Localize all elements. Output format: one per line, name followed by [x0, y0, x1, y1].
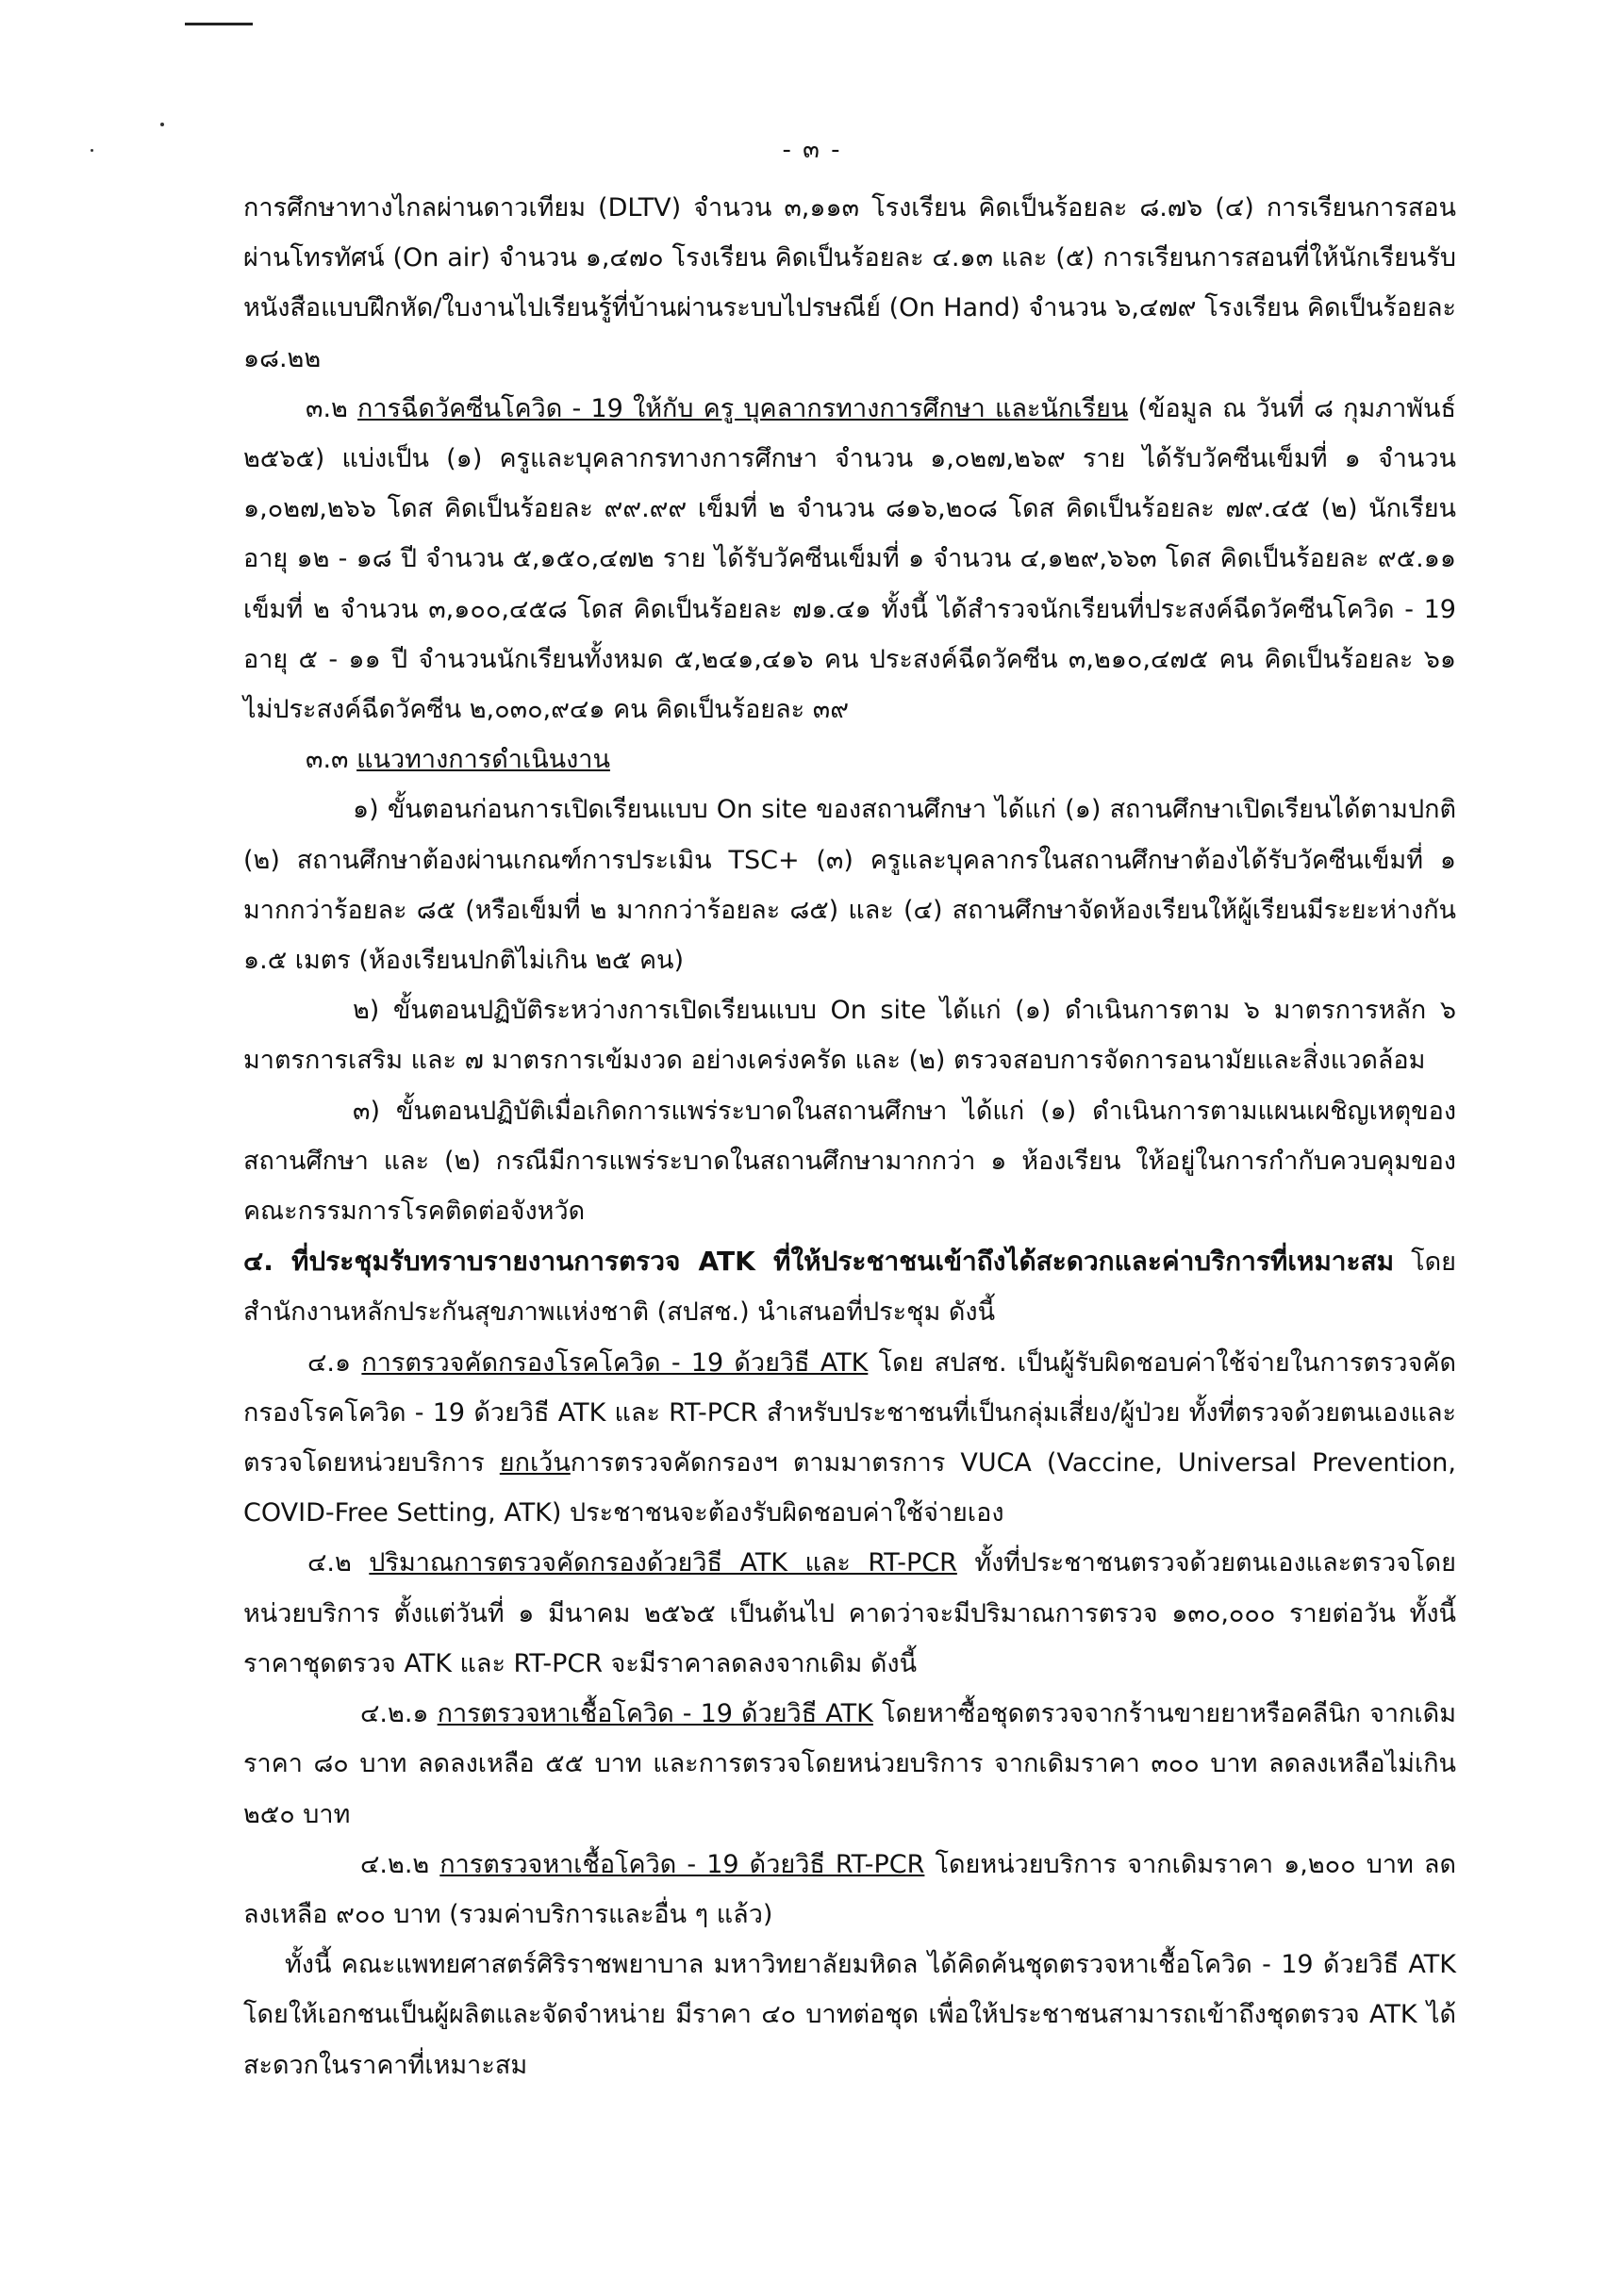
guideline-step-3: ๓) ขั้นตอนปฏิบัติเมื่อเกิดการแพร่ระบาดในสถานศึกษา ได้แก่ (๑) ดำเนินการตามแผนเผชิญเหตุของสถานศึกษา และ (๒) กรณีมีการแพร่ระบาดในสถานศึกษามากกว่า ๑ ห้องเรียน ให้อยู่ในการกำกับควบคุมของคณะกรรมการโรคติดต่อจังหวัด: [243, 1096, 1456, 1227]
section-number: ๓.๓: [306, 745, 357, 775]
paragraph-distance-learning: การศึกษาทางไกลผ่านดาวเทียม (DLTV) จำนวน ๓,๑๑๓ โรงเรียน คิดเป็นร้อยละ ๘.๗๖ (๔) การเรียนการสอนผ่านโทรทัศน์ (On air) จำนวน ๑,๔๗๐ โรงเรียน คิดเป็นร้อยละ ๔.๑๓ และ (๕) การเรียนการสอนที่ให้นักเรียนรับหนังสือแบบฝึกหัด/ใบงานไปเรียนรู้ที่บ้านผ่านระบบไปรษณีย์ (On Hand) จำนวน ๖,๔๗๙ โรงเรียน คิดเป็นร้อยละ ๑๘.๒๒: [243, 193, 1456, 373]
section-text: โดยหาซื้อชุดตรวจจากร้านขายยาหรือคลีนิก จากเดิมราคา ๘๐ บาท ลดลงเหลือ ๕๕ บาท และการตรวจโดยหน่วยบริการ จากเดิมราคา ๓๐๐ บาท ลดลงเหลือไม่เกิน ๒๕๐ บาท: [243, 1699, 1456, 1829]
section-number: ๓.๒: [306, 393, 358, 423]
section-text: (ข้อมูล ณ วันที่ ๘ กุมภาพันธ์ ๒๕๖๕) แบ่งเป็น (๑) ครูและบุคลากรทางการศึกษา จำนวน ๑,๐๒๗,๒๖๙ ราย ได้รับวัคซีนเข็มที่ ๑ จำนวน ๑,๐๒๗,๒๖๖ โดส คิดเป็นร้อยละ ๙๙.๙๙ เข็มที่ ๒ จำนวน ๘๑๖,๒๐๘ โดส คิดเป็นร้อยละ ๗๙.๔๕ (๒) นักเรียน อายุ ๑๒ - ๑๘ ปี จำนวน ๕,๑๕๐,๔๗๒ ราย ได้รับวัคซีนเข็มที่ ๑ จำนวน ๔,๑๒๙,๖๖๓ โดส คิดเป็นร้อยละ ๙๕.๑๑ เข็มที่ ๒ จำนวน ๓,๑๐๐,๔๕๘ โดส คิดเป็นร้อยละ ๗๑.๔๑ ทั้งนี้ ได้สำรวจนักเรียนที่ประสงค์ฉีดวัคซีนโควิด - 19 อายุ ๕ - ๑๑ ปี จำนวนนักเรียนทั้งหมด ๕,๒๔๑,๔๑๖ คน ประสงค์ฉีดวัคซีน ๓,๒๑๐,๔๗๕ คน คิดเป็นร้อยละ ๖๑ ไม่ประสงค์ฉีดวัคซีน ๒,๐๓๐,๙๔๑ คน คิดเป็นร้อยละ ๓๙: [243, 393, 1456, 725]
section-number: ๔.๒.๑: [360, 1699, 438, 1729]
section-title: การตรวจหาเชื้อโควิด - 19 ด้วยวิธี RT-PCR: [439, 1849, 925, 1879]
section-4-2-2-rtpcr-price: [243, 1840, 1456, 1940]
scan-artifact-line: [185, 23, 253, 25]
section-text: ทั้งที่ประชาชนตรวจด้วยตนเองและตรวจโดยหน่วยบริการ ตั้งแต่วันที่ ๑ มีนาคม ๒๕๖๕ เป็นต้นไป คาดว่าจะมีปริมาณการตรวจ ๑๓๐,๐๐๐ รายต่อวัน ทั้งนี้ ราคาชุดตรวจ ATK และ RT-PCR จะมีราคาลดลงจากเดิม ดังนี้: [243, 1548, 1456, 1678]
section-number: ๔.๑: [307, 1347, 362, 1378]
section-title: การตรวจคัดกรองโรคโควิด - 19 ด้วยวิธี ATK: [361, 1347, 869, 1378]
page-number: - ๓ -: [782, 136, 842, 164]
section-title: ปริมาณการตรวจคัดกรองด้วยวิธี ATK และ RT-PCR: [369, 1548, 957, 1578]
section-text: โดย สปสช. เป็นผู้รับผิดชอบค่าใช้จ่ายในการตรวจคัดกรองโรคโควิด - 19 ด้วยวิธี ATK และ RT-PCR สำหรับประชาชนที่เป็นกลุ่มเสี่ยง/ผู้ป่วย ทั้งที่ตรวจด้วยตนเองและตรวจโดยหน่วยบริการ: [243, 1347, 1456, 1478]
section-number: ๔.๒: [307, 1548, 370, 1578]
section-4-2-1-atk-price: [243, 1689, 1456, 1840]
document-body: [243, 183, 1456, 2090]
scan-speck: [160, 123, 164, 126]
guideline-step-2: ๒) ขั้นตอนปฏิบัติระหว่างการเปิดเรียนแบบ On site ได้แก่ (๑) ดำเนินการตาม ๖ มาตรการหลัก ๖ มาตรการเสริม และ ๗ มาตรการเข้มงวด อย่างเคร่งครัด และ (๒) ตรวจสอบการจัดการอนามัยและสิ่งแวดล้อม: [243, 996, 1456, 1076]
section-4-atk-report: [243, 1236, 1456, 1337]
section-text: โดยหน่วยบริการ จากเดิมราคา ๑,๒๐๐ บาท ลดลงเหลือ ๙๐๐ บาท (รวมค่าบริการและอื่น ๆ แล้ว): [243, 1849, 1456, 1929]
section-title: การตรวจหาเชื้อโควิด - 19 ด้วยวิธี ATK: [437, 1699, 873, 1729]
section-text: โดยสำนักงานหลักประกันสุขภาพแห่งชาติ (สปสช.) นำเสนอที่ประชุม ดังนี้: [243, 1247, 1456, 1328]
section-title: แนวทางการดำเนินงาน: [356, 745, 610, 775]
closing-paragraph: ทั้งนี้ คณะแพทยศาสตร์ศิริราชพยาบาล มหาวิทยาลัยมหิดล ได้คิดค้นชุดตรวจหาเชื้อโควิด - 19 ด้วยวิธี ATK โดยให้เอกชนเป็นผู้ผลิตและจัดจำหน่าย มีราคา ๔๐ บาทต่อชุด เพื่อให้ประชาชนสามารถเข้าถึงชุดตรวจ ATK ได้สะดวกในราคาที่เหมาะสม: [243, 1950, 1456, 2080]
section-3-2-vaccination: [243, 384, 1456, 735]
section-4-2-test-volume: [243, 1538, 1456, 1689]
section-title: การฉีดวัคซีนโควิด - 19 ให้กับ ครู บุคลากรทางการศึกษา และนักเรียน: [357, 393, 1129, 423]
section-3-3-guidelines: [243, 735, 1456, 785]
section-4-1-atk-screening: [243, 1338, 1456, 1539]
section-number: ๔.๒.๒: [360, 1849, 440, 1879]
except-word: ยกเว้น: [499, 1448, 571, 1478]
section-heading: ๔. ที่ประชุมรับทราบรายงานการตรวจ ATK ที่ให้ประชาชนเข้าถึงได้สะดวกและค่าบริการที่เหมาะสม: [243, 1246, 1395, 1278]
section-text-2: การตรวจคัดกรองฯ ตามมาตรการ VUCA (Vaccine, Universal Prevention, COVID-Free Setting, ATK) ประชาชนจะต้องรับผิดชอบค่าใช้จ่ายเอง: [243, 1448, 1456, 1528]
guideline-step-1: ๑) ขั้นตอนก่อนการเปิดเรียนแบบ On site ของสถานศึกษา ได้แก่ (๑) สถานศึกษาเปิดเรียนได้ตามปกติ (๒) สถานศึกษาต้องผ่านเกณฑ์การประเมิน TSC+ (๓) ครูและบุคลากรในสถานศึกษาต้องได้รับวัคซีนเข็มที่ ๑ มากกว่าร้อยละ ๘๕ (หรือเข็มที่ ๒ มากกว่าร้อยละ ๘๕) และ (๔) สถานศึกษาจัดห้องเรียนให้ผู้เรียนมีระยะห่างกัน ๑.๕ เมตร (ห้องเรียนปกติไม่เกิน ๒๕ คน): [243, 795, 1456, 976]
